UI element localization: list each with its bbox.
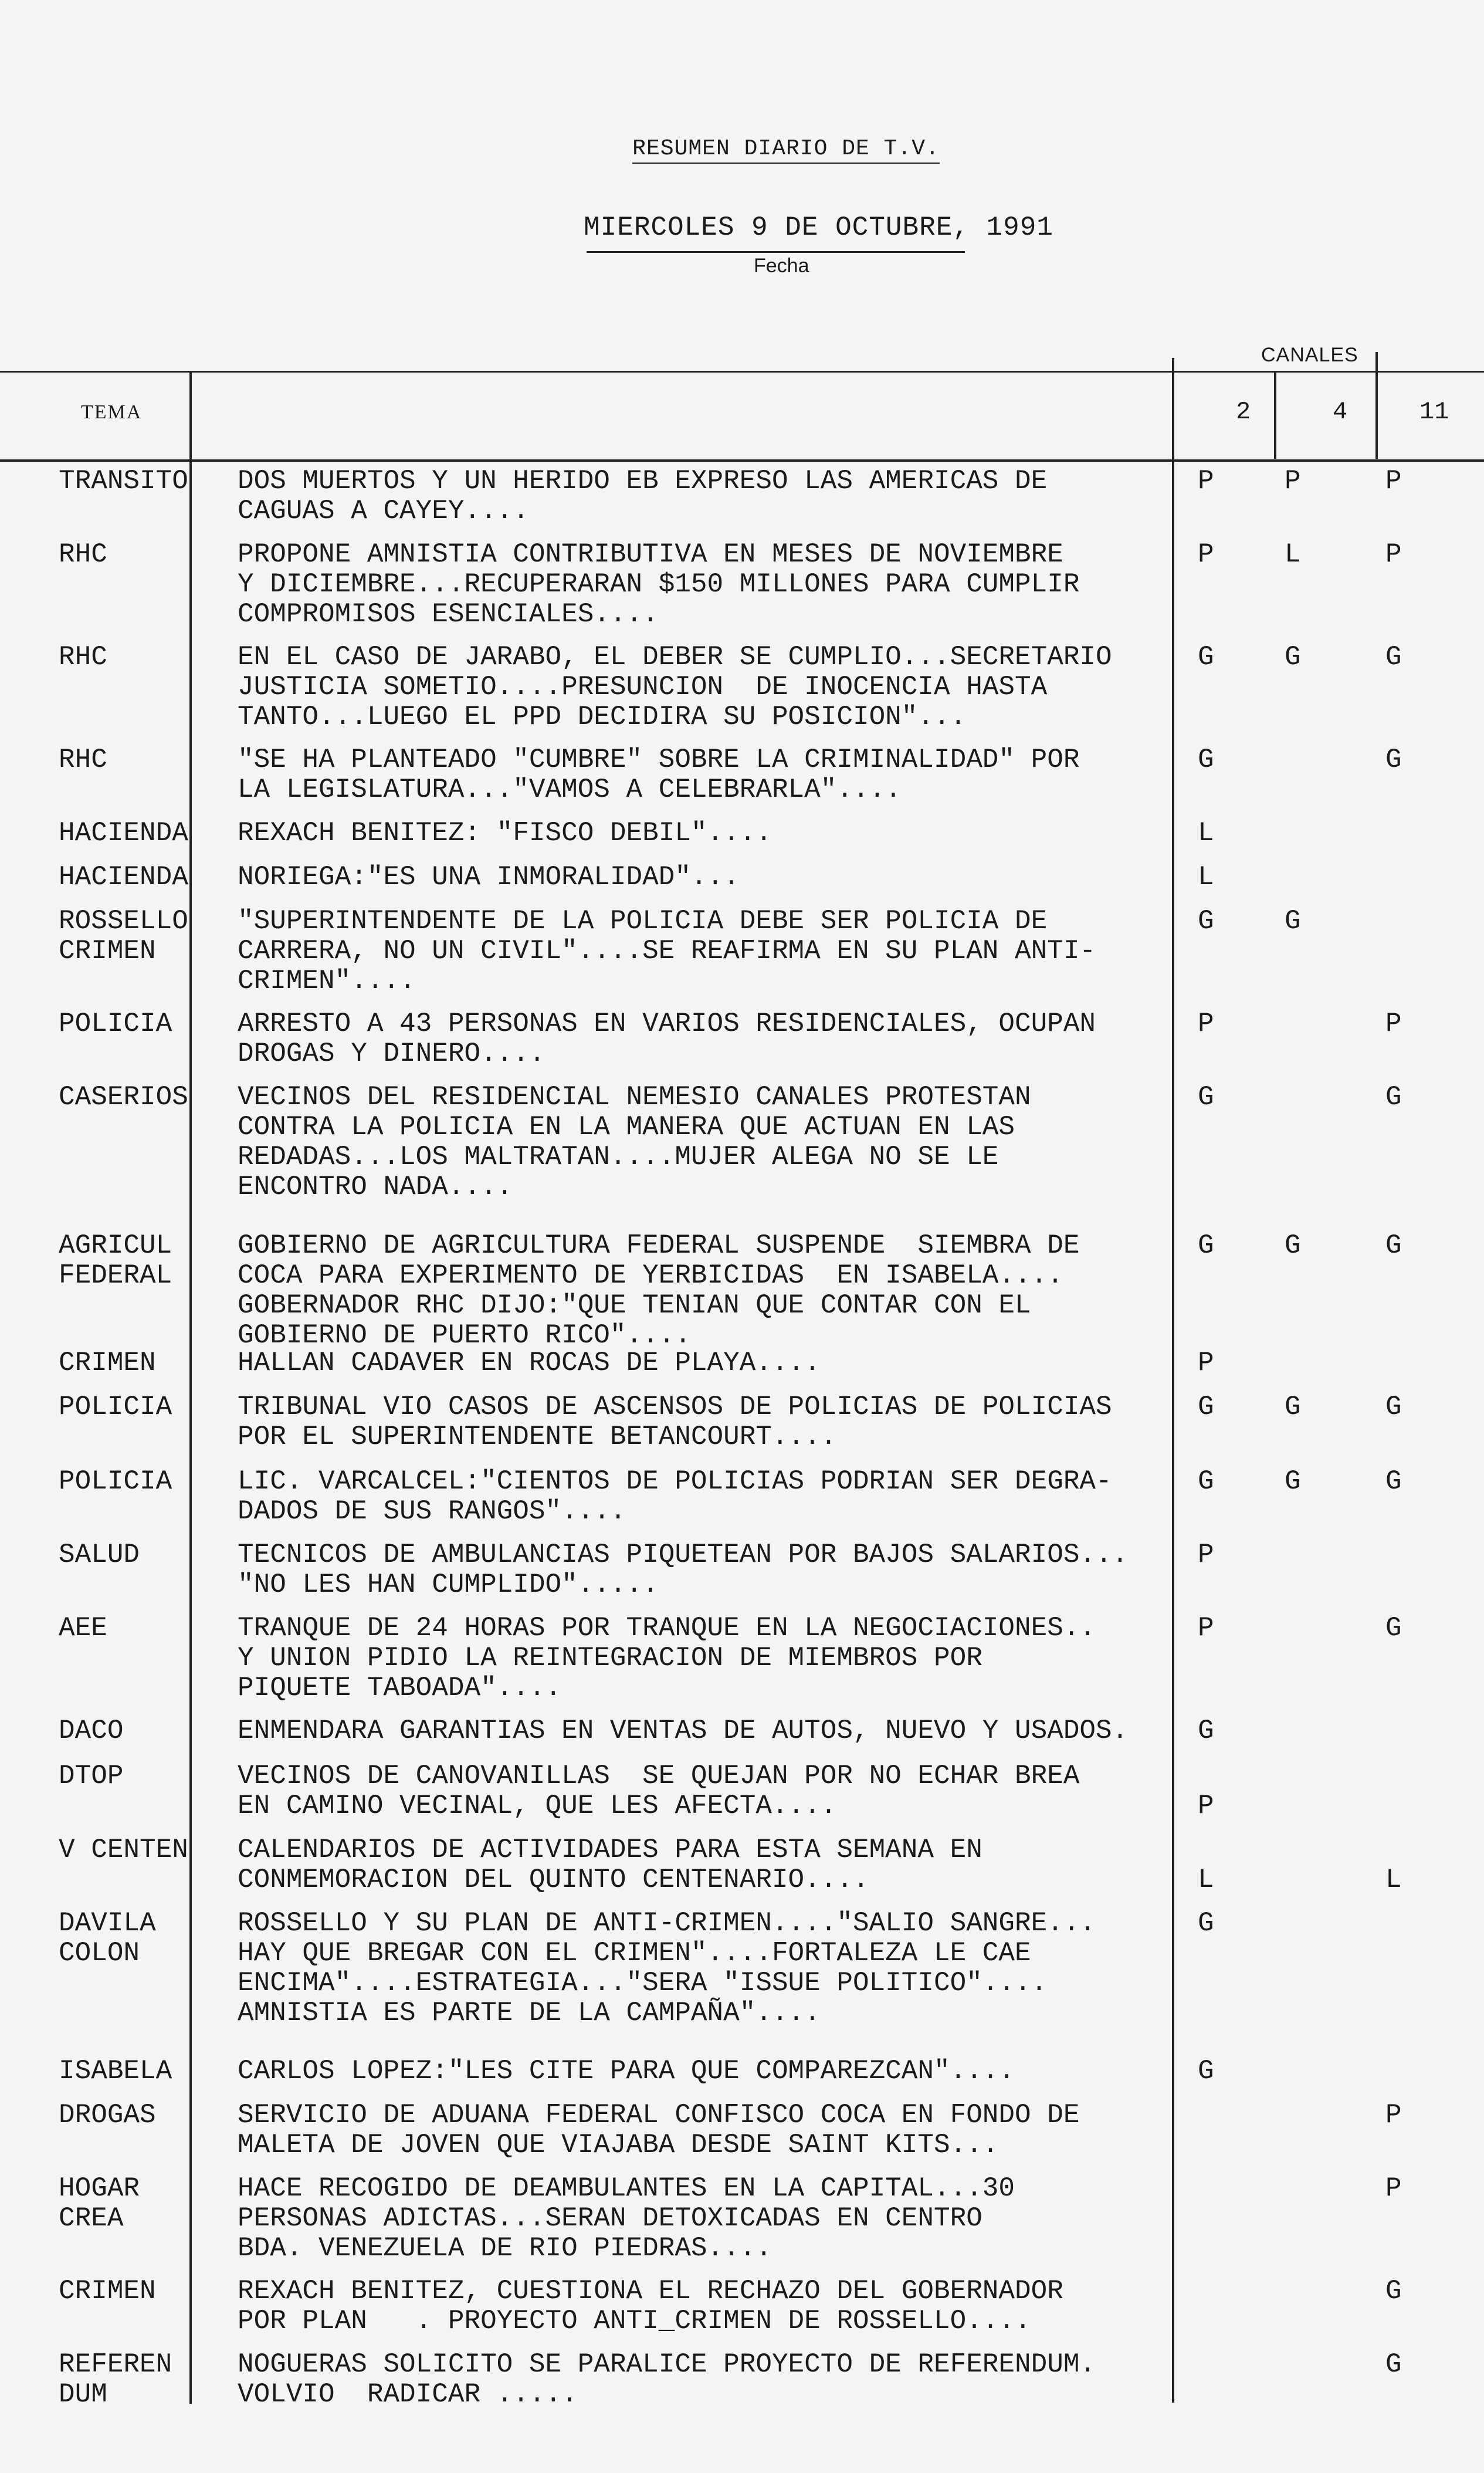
channel-11-divider	[1375, 352, 1378, 459]
row-description-line: TRANQUE DE 24 HORAS POR TRANQUE EN LA NEGOCIACIONES..	[238, 1613, 1096, 1643]
tema-column-divider	[189, 371, 192, 2404]
channel-11-mark: P	[1385, 2100, 1402, 2130]
report-date: MIERCOLES 9 DE OCTUBRE, 1991	[584, 212, 1053, 243]
row-description-line: HAY QUE BREGAR CON EL CRIMEN"....FORTALEZA LE CAE	[238, 1938, 1031, 1968]
row-description-line: POR PLAN . PROYECTO ANTI_CRIMEN DE ROSSELLO....	[238, 2306, 1031, 2336]
row-description-line: GOBERNADOR RHC DIJO:"QUE TENIAN QUE CONTAR CON EL	[238, 1290, 1031, 1321]
row-topic: POLICIA	[59, 1009, 172, 1039]
row-topic: CREA	[59, 2203, 124, 2234]
row-description-line: CARLOS LOPEZ:"LES CITE PARA QUE COMPAREZCAN"....	[238, 2056, 1015, 2086]
channel-11-mark: G	[1385, 1613, 1402, 1643]
channel-2-mark: G	[1198, 1716, 1214, 1746]
row-topic: RHC	[59, 745, 107, 775]
row-description-line: DOS MUERTOS Y UN HERIDO EB EXPRESO LAS AMERICAS DE	[238, 466, 1048, 496]
row-topic: DUM	[59, 2379, 107, 2410]
row-topic: AGRICUL	[59, 1230, 172, 1261]
row-description-line: EN CAMINO VECINAL, QUE LES AFECTA....	[238, 1791, 837, 1821]
row-description-line: GOBIERNO DE AGRICULTURA FEDERAL SUSPENDE SIEMBRA DE	[238, 1230, 1080, 1261]
row-description-line: POR EL SUPERINTENDENTE BETANCOURT....	[238, 1422, 837, 1452]
channel-2-mark: P	[1198, 1540, 1214, 1570]
row-description-line: EN EL CASO DE JARABO, EL DEBER SE CUMPLIO...SECRETARIO	[238, 642, 1112, 672]
row-description-line: BDA. VENEZUELA DE RIO PIEDRAS....	[238, 2233, 772, 2264]
channel-2-mark: P	[1198, 1613, 1214, 1643]
channel-2-mark: G	[1198, 906, 1214, 936]
row-description-line: CAGUAS A CAYEY....	[238, 496, 529, 526]
table-top-rule	[0, 371, 1484, 373]
row-description-line: "SUPERINTENDENTE DE LA POLICIA DEBE SER POLICIA DE	[238, 906, 1048, 936]
channel-11-mark: L	[1385, 1865, 1402, 1895]
row-description-line: CONTRA LA POLICIA EN LA MANERA QUE ACTUAN EN LAS	[238, 1112, 1015, 1142]
channel-11-mark: G	[1385, 1082, 1402, 1112]
channel-11-mark: G	[1385, 2349, 1402, 2380]
channel-11-mark: G	[1385, 2276, 1402, 2306]
tema-column-header: TEMA	[81, 401, 143, 423]
channel-2-mark: G	[1198, 745, 1214, 775]
channel-11-mark: P	[1385, 539, 1402, 570]
report-title: RESUMEN DIARIO DE T.V.	[0, 136, 1484, 161]
channel-2-mark: G	[1198, 1908, 1214, 1939]
channel-4-mark: G	[1285, 1466, 1301, 1497]
channel-2-mark: P	[1198, 1348, 1214, 1378]
row-description-line: PERSONAS ADICTAS...SERAN DETOXICADAS EN CENTRO	[238, 2203, 982, 2234]
channel-2-mark: P	[1198, 1791, 1214, 1821]
row-description-line: "NO LES HAN CUMPLIDO".....	[238, 1569, 659, 1600]
channel-4-mark: G	[1285, 1392, 1301, 1422]
row-description-line: CALENDARIOS DE ACTIVIDADES PARA ESTA SEMANA EN	[238, 1835, 982, 1865]
row-description-line: LA LEGISLATURA..."VAMOS A CELEBRARLA"....	[238, 774, 902, 805]
row-topic: FEDERAL	[59, 1260, 172, 1291]
row-description-line: HACE RECOGIDO DE DEAMBULANTES EN LA CAPITAL...30	[238, 2173, 1015, 2204]
row-description-line: LIC. VARCALCEL:"CIENTOS DE POLICIAS PODRIAN SER DEGRA-	[238, 1466, 1112, 1497]
table-header-rule	[0, 459, 1484, 462]
row-description-line: CRIMEN"....	[238, 966, 416, 996]
row-description-line: CONMEMORACION DEL QUINTO CENTENARIO....	[238, 1865, 869, 1895]
channel-4-mark: L	[1285, 539, 1301, 570]
channel-11-mark: G	[1385, 1230, 1402, 1261]
row-topic: HOGAR	[59, 2173, 140, 2204]
channel-2-mark: L	[1198, 818, 1214, 848]
row-description-line: NORIEGA:"ES UNA INMORALIDAD"...	[238, 862, 740, 892]
row-description-line: Y UNION PIDIO LA REINTEGRACION DE MIEMBROS POR	[238, 1643, 982, 1673]
row-description-line: TECNICOS DE AMBULANCIAS PIQUETEAN POR BAJOS SALARIOS...	[238, 1540, 1129, 1570]
row-topic: DACO	[59, 1716, 124, 1746]
row-description-line: TANTO...LUEGO EL PPD DECIDIRA SU POSICION"...	[238, 702, 967, 732]
channel-2-mark: G	[1198, 1466, 1214, 1497]
channel-11-mark: P	[1385, 1009, 1402, 1039]
row-topic: RHC	[59, 539, 107, 570]
channel-4-mark: G	[1285, 1230, 1301, 1261]
channel-11-mark: G	[1385, 1392, 1402, 1422]
row-topic: ROSSELLO	[59, 906, 188, 936]
channel-11-mark: G	[1385, 642, 1402, 672]
row-topic: RHC	[59, 642, 107, 672]
row-description-line: NOGUERAS SOLICITO SE PARALICE PROYECTO DE REFERENDUM.	[238, 2349, 1096, 2380]
date-label: Fecha	[754, 255, 809, 277]
row-topic: REFEREN	[59, 2349, 172, 2380]
channels-label: CANALES	[1261, 344, 1358, 366]
row-description-line: GOBIERNO DE PUERTO RICO"....	[238, 1320, 691, 1351]
row-description-line: PIQUETE TABOADA"....	[238, 1673, 562, 1703]
date-underline	[587, 251, 965, 253]
channel-2-mark: G	[1198, 1082, 1214, 1112]
channel-11-header: 11	[1419, 398, 1449, 426]
row-topic: HACIENDA	[59, 818, 188, 848]
row-topic: CRIMEN	[59, 1348, 156, 1378]
row-description-line: ENCONTRO NADA....	[238, 1172, 513, 1202]
row-description-line: ROSSELLO Y SU PLAN DE ANTI-CRIMEN...."SALIO SANGRE...	[238, 1908, 1096, 1939]
row-description-line: DROGAS Y DINERO....	[238, 1038, 546, 1069]
row-description-line: TRIBUNAL VIO CASOS DE ASCENSOS DE POLICIAS DE POLICIAS	[238, 1392, 1112, 1422]
row-topic: ISABELA	[59, 2056, 172, 2086]
channel-2-mark: P	[1198, 466, 1214, 496]
row-description-line: HALLAN CADAVER EN ROCAS DE PLAYA....	[238, 1348, 821, 1378]
row-topic: POLICIA	[59, 1466, 172, 1497]
row-description-line: ENMENDARA GARANTIAS EN VENTAS DE AUTOS, NUEVO Y USADOS.	[238, 1716, 1129, 1746]
row-description-line: Y DICIEMBRE...RECUPERARAN $150 MILLONES PARA CUMPLIR	[238, 569, 1080, 600]
row-description-line: VOLVIO RADICAR .....	[238, 2379, 578, 2410]
channel-2-mark: G	[1198, 642, 1214, 672]
row-description-line: MALETA DE JOVEN QUE VIAJABA DESDE SAINT KITS...	[238, 2130, 999, 2160]
channel-2-divider	[1172, 358, 1174, 2403]
channel-4-divider	[1274, 371, 1276, 459]
channel-4-mark: P	[1285, 466, 1301, 496]
row-topic: COLON	[59, 1938, 140, 1968]
row-description-line: ARRESTO A 43 PERSONAS EN VARIOS RESIDENCIALES, OCUPAN	[238, 1009, 1096, 1039]
channel-2-mark: L	[1198, 862, 1214, 892]
row-description-line: CARRERA, NO UN CIVIL"....SE REAFIRMA EN SU PLAN ANTI-	[238, 936, 1096, 966]
channel-2-mark: G	[1198, 2056, 1214, 2086]
channel-2-mark: L	[1198, 1865, 1214, 1895]
channel-2-mark: G	[1198, 1230, 1214, 1261]
channel-4-mark: G	[1285, 906, 1301, 936]
row-topic: SALUD	[59, 1540, 140, 1570]
channel-4-header: 4	[1333, 398, 1348, 426]
channel-2-header: 2	[1236, 398, 1251, 426]
row-topic: CRIMEN	[59, 936, 156, 966]
channel-2-mark: P	[1198, 539, 1214, 570]
row-description-line: SERVICIO DE ADUANA FEDERAL CONFISCO COCA EN FONDO DE	[238, 2100, 1080, 2130]
row-topic: HACIENDA	[59, 862, 188, 892]
channel-11-mark: P	[1385, 2173, 1402, 2204]
row-description-line: VECINOS DE CANOVANILLAS SE QUEJAN POR NO ECHAR BREA	[238, 1761, 1080, 1791]
row-topic: DAVILA	[59, 1908, 156, 1939]
row-description-line: AMNISTIA ES PARTE DE LA CAMPAÑA"....	[238, 1998, 821, 2028]
row-topic: V CENTEN	[59, 1835, 188, 1865]
row-topic: CRIMEN	[59, 2276, 156, 2306]
row-description-line: PROPONE AMNISTIA CONTRIBUTIVA EN MESES DE NOVIEMBRE	[238, 539, 1063, 570]
row-description-line: COCA PARA EXPERIMENTO DE YERBICIDAS EN ISABELA....	[238, 1260, 1063, 1291]
row-description-line: JUSTICIA SOMETIO....PRESUNCION DE INOCENCIA HASTA	[238, 672, 1048, 702]
row-description-line: ENCIMA"....ESTRATEGIA..."SERA "ISSUE POLITICO"....	[238, 1968, 1048, 1998]
row-topic: CASERIOS	[59, 1082, 188, 1112]
row-topic: AEE	[59, 1613, 107, 1643]
channel-11-mark: G	[1385, 1466, 1402, 1497]
row-description-line: "SE HA PLANTEADO "CUMBRE" SOBRE LA CRIMINALIDAD" POR	[238, 745, 1080, 775]
row-topic: TRANSITO	[59, 466, 188, 496]
channel-2-mark: P	[1198, 1009, 1214, 1039]
channel-2-mark: G	[1198, 1392, 1214, 1422]
row-description-line: DADOS DE SUS RANGOS"....	[238, 1496, 626, 1527]
channel-11-mark: P	[1385, 466, 1402, 496]
channel-4-mark: G	[1285, 642, 1301, 672]
row-topic: DTOP	[59, 1761, 124, 1791]
row-description-line: COMPROMISOS ESENCIALES....	[238, 599, 659, 630]
row-topic: POLICIA	[59, 1392, 172, 1422]
row-description-line: REXACH BENITEZ: "FISCO DEBIL"....	[238, 818, 772, 848]
channel-11-mark: G	[1385, 745, 1402, 775]
row-description-line: VECINOS DEL RESIDENCIAL NEMESIO CANALES PROTESTAN	[238, 1082, 1031, 1112]
row-description-line: REXACH BENITEZ, CUESTIONA EL RECHAZO DEL GOBERNADOR	[238, 2276, 1063, 2306]
row-description-line: REDADAS...LOS MALTRATAN....MUJER ALEGA NO SE LE	[238, 1142, 999, 1172]
row-topic: DROGAS	[59, 2100, 156, 2130]
